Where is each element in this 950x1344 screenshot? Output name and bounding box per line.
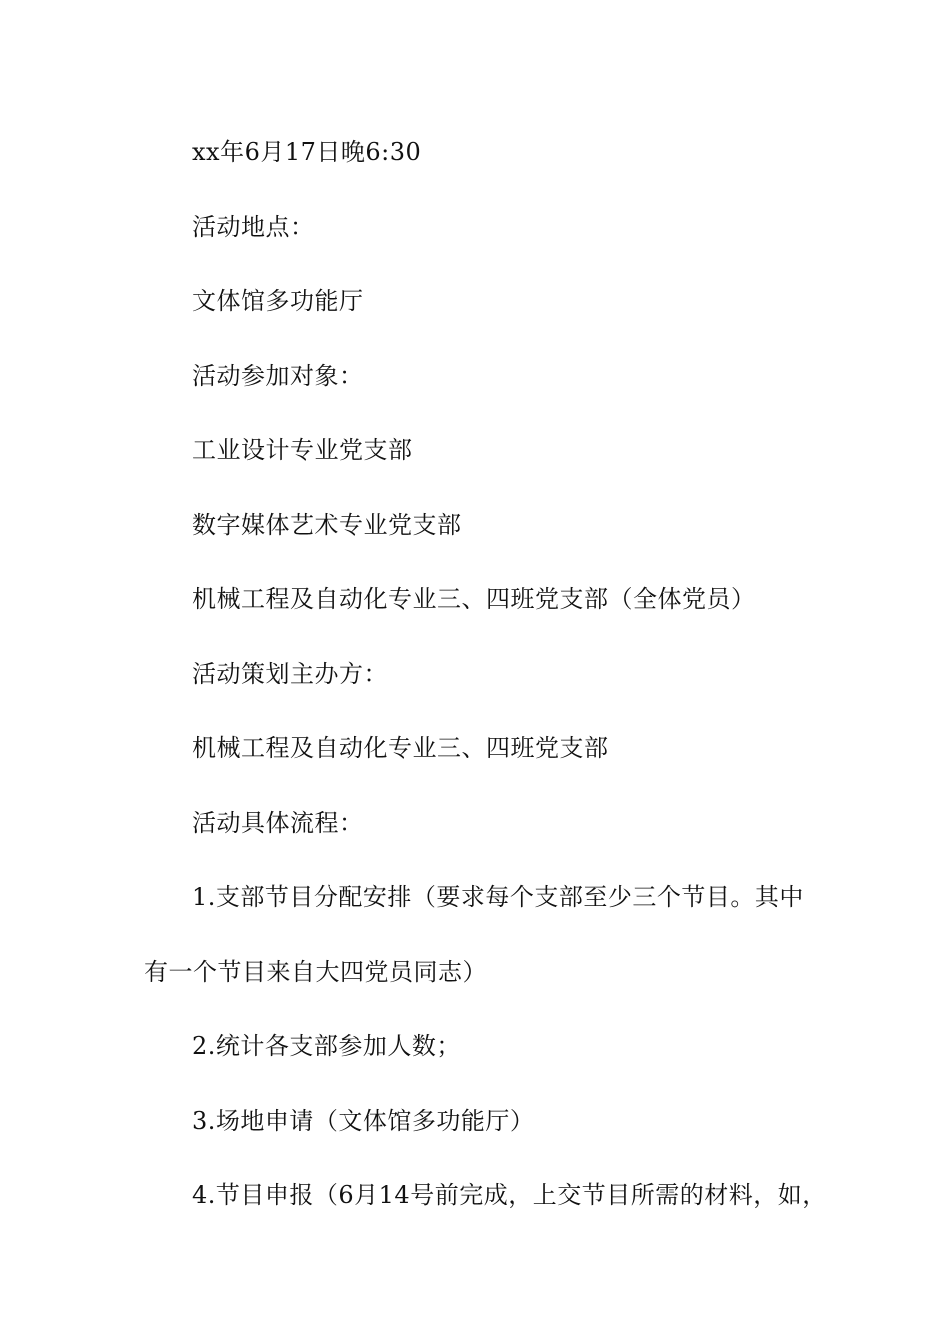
process-step-1-continued: 有一个节目来自大四党员同志） [144,958,487,986]
venue-text: 文体馆多功能厅 [192,287,364,315]
participant-item: 数字媒体艺术专业党支部 [192,511,462,539]
participants-heading: 活动参加对象： [192,362,364,390]
participant-item: 工业设计专业党支部 [192,436,413,464]
activity-time: xx年6月17日晚6:30 [192,138,422,166]
participant-item: 机械工程及自动化专业三、四班党支部（全体党员） [192,585,756,613]
process-heading: 活动具体流程： [192,809,364,837]
process-step-2: 2.统计各支部参加人数； [192,1032,461,1060]
organizer-text: 机械工程及自动化专业三、四班党支部 [192,734,609,762]
venue-heading: 活动地点： [192,213,315,241]
process-step-4: 4.节目申报（6月14号前完成，上交节目所需的材料，如， [192,1181,827,1209]
organizer-heading: 活动策划主办方： [192,660,388,688]
process-step-1: 1.支部节目分配安排（要求每个支部至少三个节目。其中 [192,883,804,911]
process-step-3: 3.场地申请（文体馆多功能厅） [192,1107,535,1135]
